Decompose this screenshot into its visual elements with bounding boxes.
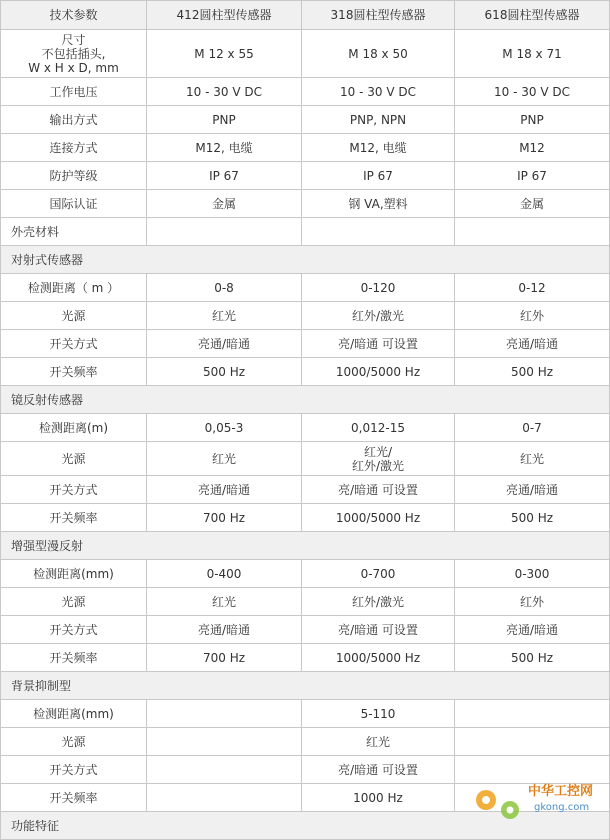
cell xyxy=(455,728,610,756)
cell: PNP, NPN xyxy=(302,106,455,134)
header-col2: 318圆柱型传感器 xyxy=(302,1,455,30)
label-line: 不包括插头, xyxy=(41,46,106,61)
cell: 1000/5000 Hz xyxy=(302,644,455,672)
row-label: 检测距离(mm) xyxy=(1,560,147,588)
cell: 红外/激光 xyxy=(302,302,455,330)
cell: 500 Hz xyxy=(147,358,302,386)
row-label: 连接方式 xyxy=(1,134,147,162)
cell xyxy=(455,218,610,246)
table-row xyxy=(1,30,610,78)
row-label: 国际认证 xyxy=(1,190,147,218)
row-label: 开关方式 xyxy=(1,476,147,504)
cell: IP 67 xyxy=(147,162,302,190)
cell: 红外 xyxy=(455,588,610,616)
cell: 0,012-15 xyxy=(302,414,455,442)
cell: M 18 x 71 xyxy=(455,30,610,78)
table-row xyxy=(1,218,610,246)
row-label: 检测距离(mm) xyxy=(1,700,147,728)
cell: 700 Hz xyxy=(147,644,302,672)
cell xyxy=(147,756,302,784)
header-col1: 412圆柱型传感器 xyxy=(147,1,302,30)
section-header xyxy=(1,246,610,274)
cell: 700 Hz xyxy=(147,504,302,532)
row-label: 输出方式 xyxy=(1,106,147,134)
watermark-name: 中华工控网 xyxy=(528,784,594,799)
cell: 1000/5000 Hz xyxy=(302,504,455,532)
cell: 0-400 xyxy=(147,560,302,588)
table-row xyxy=(1,78,610,106)
cell: 0-7 xyxy=(455,414,610,442)
row-label: 开关方式 xyxy=(1,616,147,644)
cell: IP 67 xyxy=(302,162,455,190)
cell: 0,05-3 xyxy=(147,414,302,442)
row-label xyxy=(1,30,147,78)
cell xyxy=(455,700,610,728)
table-row xyxy=(1,588,610,616)
cell: 亮通/暗通 xyxy=(455,330,610,358)
cell: 钢 VA,塑料 xyxy=(302,190,455,218)
cell: M12 xyxy=(455,134,610,162)
table-row xyxy=(1,700,610,728)
cell: 亮/暗通 可设置 xyxy=(302,476,455,504)
table-row xyxy=(1,274,610,302)
cell-line: 红外/激光 xyxy=(351,458,405,473)
table-row xyxy=(1,504,610,532)
label-line: W x H x D, mm xyxy=(28,60,119,75)
cell xyxy=(147,784,302,812)
row-label: 防护等级 xyxy=(1,162,147,190)
section-title: 对射式传感器 xyxy=(1,246,610,274)
section-header xyxy=(1,532,610,560)
row-label: 工作电压 xyxy=(1,78,147,106)
cell: 500 Hz xyxy=(455,358,610,386)
table-row xyxy=(1,644,610,672)
cell: 0-700 xyxy=(302,560,455,588)
cell: M12, 电缆 xyxy=(147,134,302,162)
cell xyxy=(147,728,302,756)
cell: 红光 xyxy=(302,728,455,756)
cell: 0-8 xyxy=(147,274,302,302)
row-label: 光源 xyxy=(1,588,147,616)
watermark-url: gkong.com xyxy=(534,802,590,813)
row-label: 开关频率 xyxy=(1,358,147,386)
cell: M12, 电缆 xyxy=(302,134,455,162)
table-row xyxy=(1,414,610,442)
cell: 0-120 xyxy=(302,274,455,302)
cell: 亮/暗通 可设置 xyxy=(302,756,455,784)
cell: PNP xyxy=(455,106,610,134)
row-label: 光源 xyxy=(1,728,147,756)
cell xyxy=(147,700,302,728)
header-col3: 618圆柱型传感器 xyxy=(455,1,610,30)
table-row xyxy=(1,330,610,358)
row-label: 光源 xyxy=(1,442,147,476)
row-label: 检测距离（ m ） xyxy=(1,274,147,302)
row-label: 开关方式 xyxy=(1,756,147,784)
cell-line: 红光/ xyxy=(363,444,393,459)
cell: M 12 x 55 xyxy=(147,30,302,78)
cell: M 18 x 50 xyxy=(302,30,455,78)
section-header xyxy=(1,672,610,700)
cell: 红外 xyxy=(455,302,610,330)
cell: PNP xyxy=(147,106,302,134)
row-label: 开关频率 xyxy=(1,784,147,812)
row-label: 开关频率 xyxy=(1,504,147,532)
label-line: 尺寸 xyxy=(61,32,86,47)
cell: 亮通/暗通 xyxy=(147,616,302,644)
cell: 0-300 xyxy=(455,560,610,588)
cell: 10 - 30 V DC xyxy=(455,78,610,106)
header-row xyxy=(1,1,610,30)
cell: 10 - 30 V DC xyxy=(302,78,455,106)
table-row xyxy=(1,476,610,504)
cell: 亮/暗通 可设置 xyxy=(302,616,455,644)
table-row xyxy=(1,134,610,162)
header-param: 技术参数 xyxy=(1,1,147,30)
gear-icon xyxy=(476,790,519,819)
cell: 1000 Hz xyxy=(302,784,455,812)
row-label: 开关方式 xyxy=(1,330,147,358)
row-label: 开关频率 xyxy=(1,644,147,672)
cell: 亮通/暗通 xyxy=(455,476,610,504)
row-label: 检测距离(m) xyxy=(1,414,147,442)
cell: 红光 xyxy=(147,442,302,476)
section-title: 增强型漫反射 xyxy=(1,532,610,560)
cell: 红外/激光 xyxy=(302,588,455,616)
cell: 亮通/暗通 xyxy=(455,616,610,644)
table-row xyxy=(1,302,610,330)
table-row xyxy=(1,442,610,476)
cell: 红光 xyxy=(147,302,302,330)
cell: 500 Hz xyxy=(455,644,610,672)
cell xyxy=(147,218,302,246)
table-row xyxy=(1,560,610,588)
cell: 红光 xyxy=(455,442,610,476)
cell: 5-110 xyxy=(302,700,455,728)
cell xyxy=(302,218,455,246)
section-title: 镜反射传感器 xyxy=(1,386,610,414)
section-title: 功能特征 xyxy=(1,812,610,840)
cell: 10 - 30 V DC xyxy=(147,78,302,106)
table-row xyxy=(1,162,610,190)
cell: 1000/5000 Hz xyxy=(302,358,455,386)
table-row xyxy=(1,106,610,134)
section-header xyxy=(1,386,610,414)
cell: IP 67 xyxy=(455,162,610,190)
row-label: 光源 xyxy=(1,302,147,330)
section-title: 背景抑制型 xyxy=(1,672,610,700)
table-row xyxy=(1,190,610,218)
cell: 0-12 xyxy=(455,274,610,302)
cell: 亮/暗通 可设置 xyxy=(302,330,455,358)
cell: 500 Hz xyxy=(455,504,610,532)
table-row xyxy=(1,358,610,386)
cell: 红光 xyxy=(147,588,302,616)
cell xyxy=(302,442,455,476)
cell: 亮通/暗通 xyxy=(147,330,302,358)
cell: 亮通/暗通 xyxy=(147,476,302,504)
cell: 金属 xyxy=(147,190,302,218)
row-label: 外壳材料 xyxy=(1,218,147,246)
table-row xyxy=(1,728,610,756)
cell: 金属 xyxy=(455,190,610,218)
table-row xyxy=(1,616,610,644)
